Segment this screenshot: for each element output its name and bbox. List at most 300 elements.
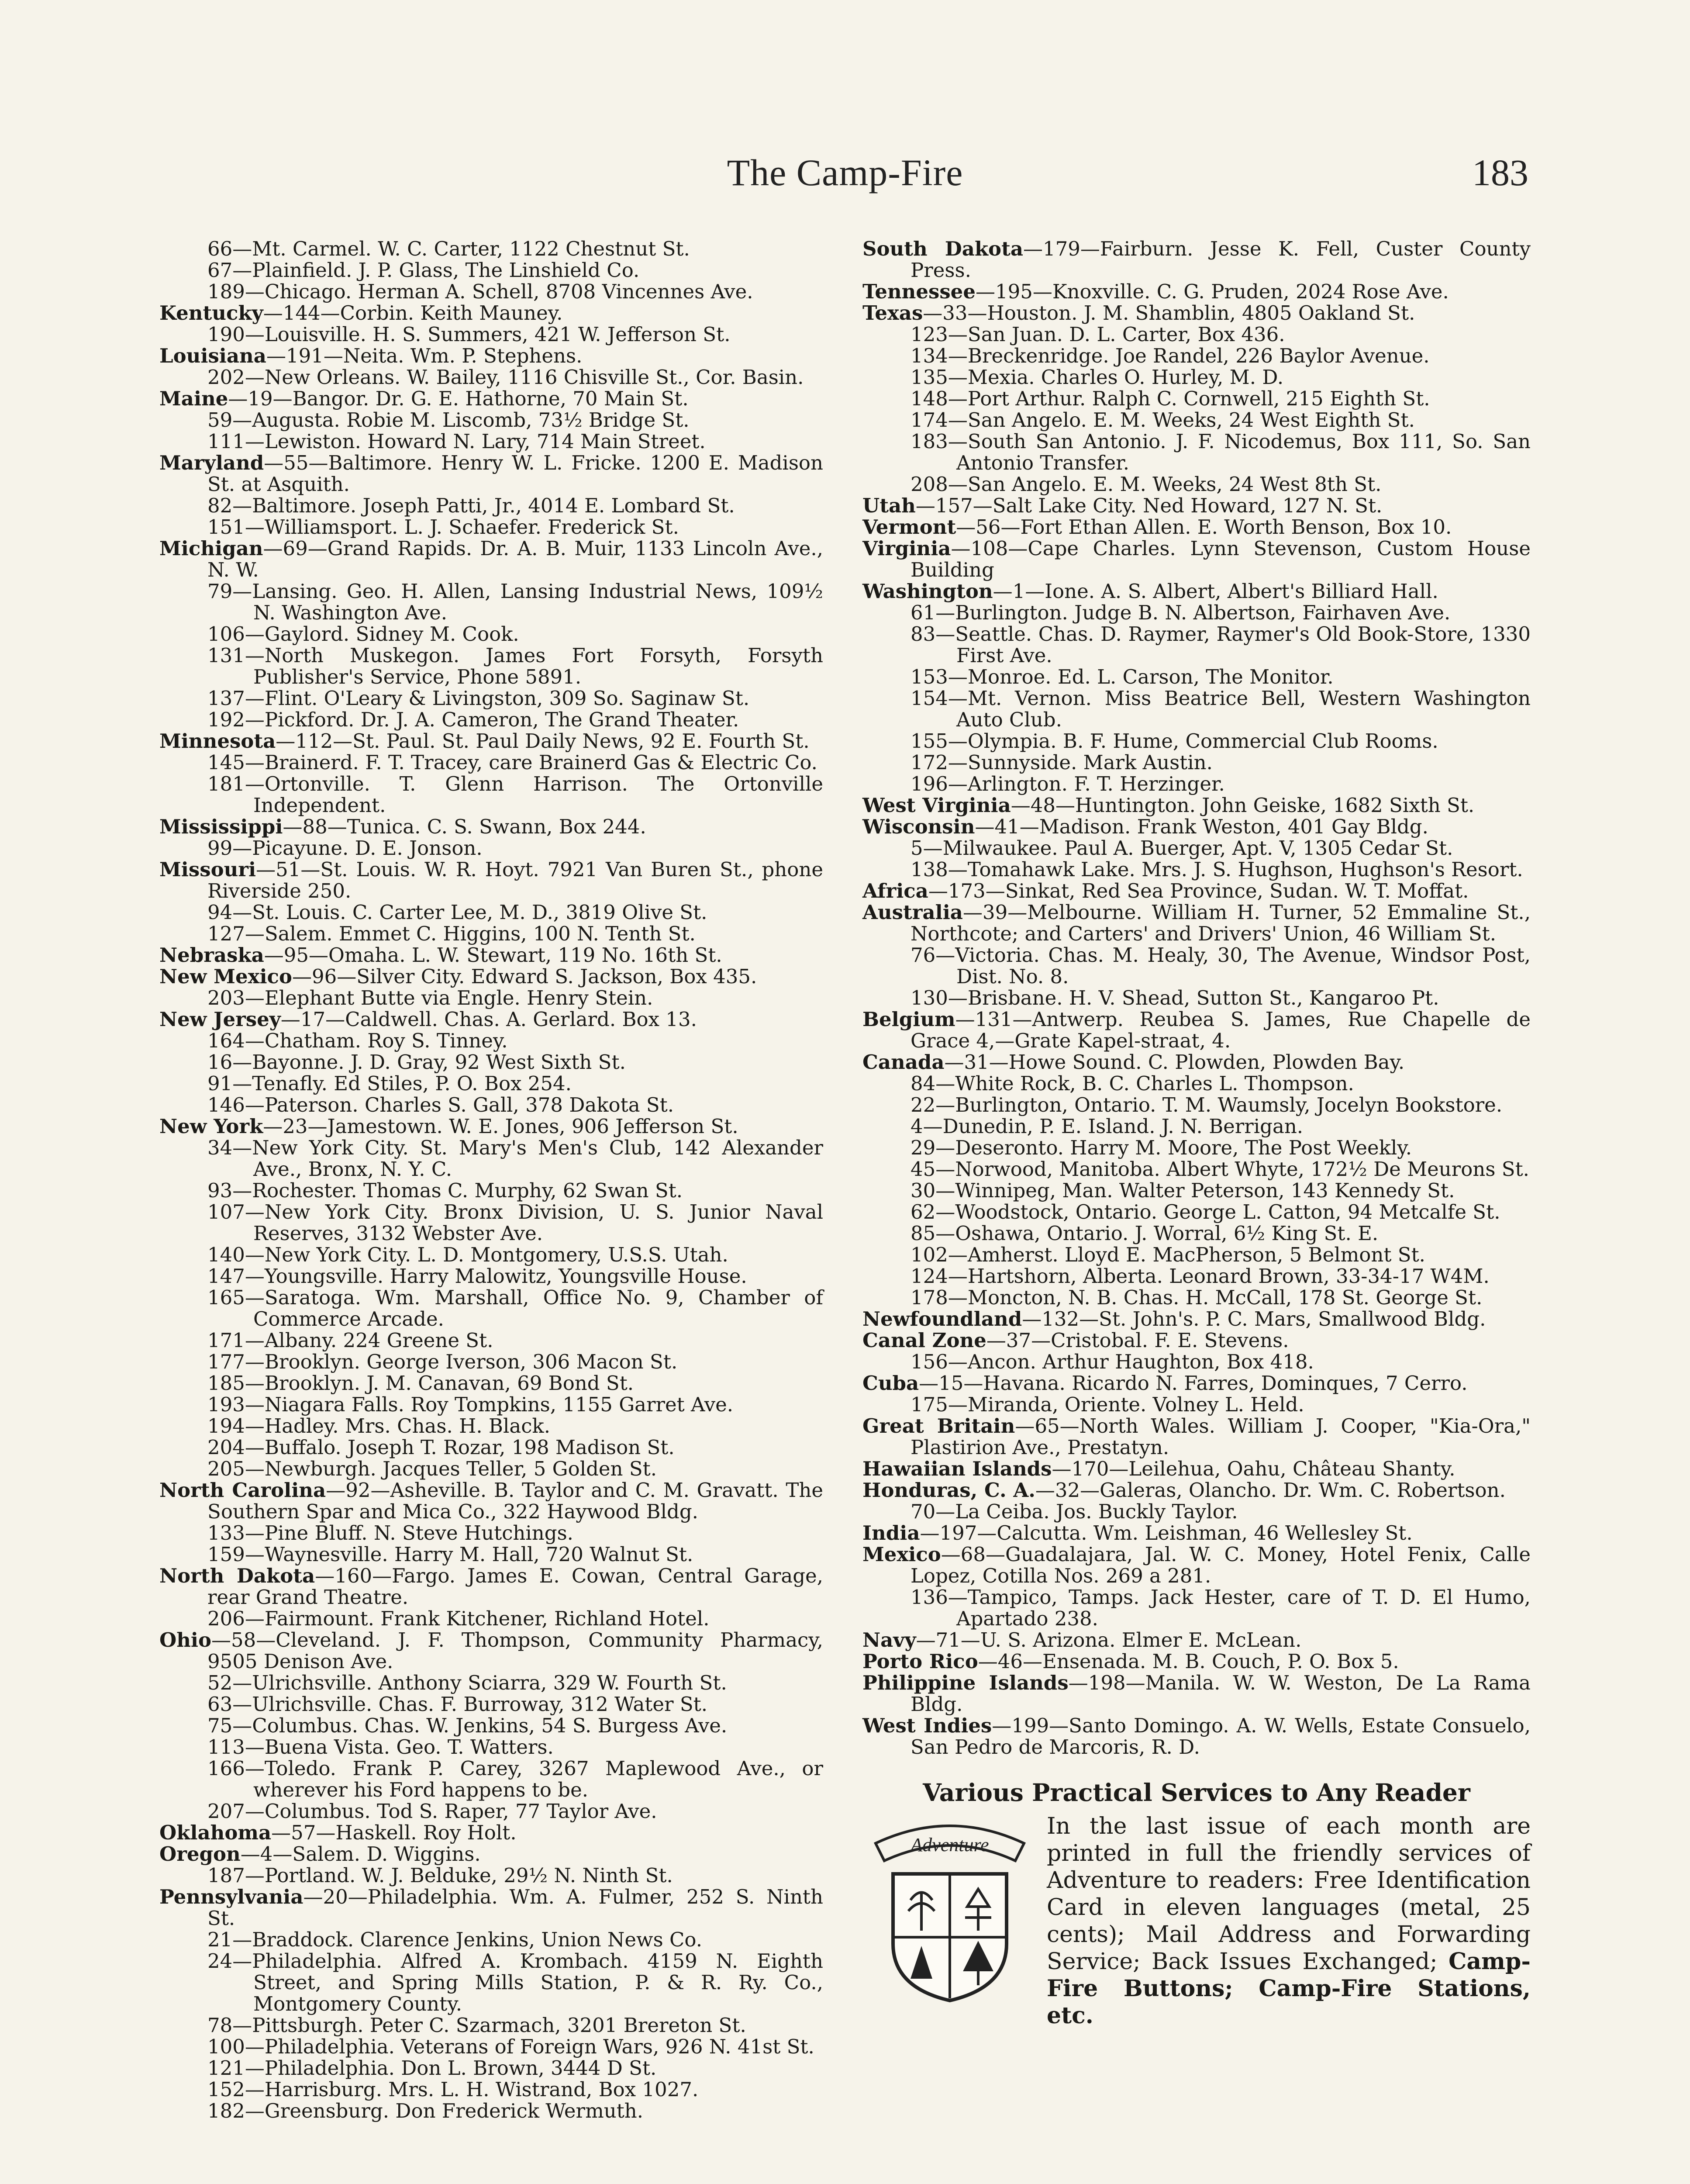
state-name: Mississippi (159, 815, 283, 838)
entry-text: 21—Braddock. Clarence Jenkins, Union News Co. (207, 1928, 702, 1951)
entry-text: 154—Mt. Vernon. Miss Beatrice Bell, Western Washington Auto Club. (911, 687, 1531, 731)
entry-text: 151—Williamsport. L. J. Schaefer. Frederick St. (207, 515, 679, 539)
state-entry (862, 1544, 1531, 1586)
entry-text: 194—Hadley. Mrs. Chas. H. Black. (207, 1414, 550, 1438)
entry-text: 79—Lansing. Geo. H. Allen, Lansing Industrial News, 109½ N. Washington Ave. (207, 580, 823, 624)
state-name: Porto Rico (862, 1650, 978, 1673)
entry-text: 146—Paterson. Charles S. Gall, 378 Dakota St. (207, 1093, 674, 1116)
state-name: New York (159, 1115, 263, 1138)
entry-text: 207—Columbus. Tod S. Raper, 77 Taylor Ave. (207, 1800, 657, 1823)
entry-text: 91—Tenafly. Ed Stiles, P. O. Box 254. (207, 1072, 572, 1095)
station-entry (159, 1544, 823, 1565)
state-name: Navy (862, 1628, 916, 1652)
entry-text: 206—Fairmount. Frank Kitchener, Richland Hotel. (207, 1607, 710, 1630)
entry-text: 82—Baltimore. Joseph Patti, Jr., 4014 E. Lombard St. (207, 494, 735, 517)
entry-text: —33—Houston. J. M. Shamblin, 4805 Oakland St. (923, 301, 1415, 325)
station-entry (862, 1501, 1531, 1522)
state-name: Canal Zone (862, 1329, 986, 1352)
entry-text: 138—Tomahawk Lake. Mrs. J. S. Hughson, Hughson's Resort. (911, 858, 1523, 881)
station-entry (159, 324, 823, 345)
station-entry (159, 495, 823, 516)
state-name: Mexico (862, 1543, 941, 1566)
state-name: Washington (862, 580, 993, 603)
entry-text: 62—Woodstock, Ontario. George L. Catton, 94 Metcalfe St. (911, 1200, 1500, 1223)
station-entry (159, 987, 823, 1009)
station-entry (862, 773, 1531, 795)
entry-text: —96—Silver City. Edward S. Jackson, Box 435. (292, 965, 757, 988)
entry-text: 205—Newburgh. Jacques Teller, 5 Golden St. (207, 1457, 657, 1480)
state-entry (862, 1051, 1531, 1073)
state-name: Nebraska (159, 943, 264, 967)
entry-text: —58—Cleveland. J. F. Thompson, Community Pharmacy, 9505 Denison Ave. (207, 1628, 823, 1673)
station-entry (159, 1693, 823, 1715)
state-name: North Dakota (159, 1564, 315, 1587)
state-name: Africa (862, 879, 928, 902)
state-entry (862, 1458, 1531, 1479)
state-name: Louisiana (159, 344, 266, 367)
entry-text: —179—Fairburn. Jesse K. Fell, Custer County Press. (911, 237, 1531, 282)
state-entry (862, 1629, 1531, 1651)
station-entry (159, 1458, 823, 1479)
entry-text: 106—Gaylord. Sidney M. Cook. (207, 622, 519, 646)
station-entry (159, 238, 823, 259)
station-entry (159, 1608, 823, 1629)
state-entry (862, 1522, 1531, 1544)
station-entry (159, 645, 823, 688)
state-entry (862, 1415, 1531, 1458)
station-entry (159, 281, 823, 302)
entry-text: 85—Oshawa, Ontario. J. Worral, 6½ King St. E. (911, 1222, 1379, 1245)
station-entry (159, 431, 823, 452)
entry-text: 145—Brainerd. F. T. Tracey, care Brainerd Gas & Electric Co. (207, 751, 817, 774)
state-name: Belgium (862, 1008, 955, 1031)
entry-text: —41—Madison. Frank Weston, 401 Gay Bldg. (975, 815, 1428, 838)
station-entry (159, 688, 823, 709)
entry-text: 137—Flint. O'Leary & Livingston, 309 So. Saginaw St. (207, 687, 750, 710)
state-entry (159, 1565, 823, 1608)
entry-text: —65—North Wales. William J. Cooper, "Kia-Ora," Plastirion Ave., Prestatyn. (911, 1414, 1531, 1459)
state-name: Missouri (159, 858, 256, 881)
entry-text: —191—Neita. Wm. P. Stephens. (266, 344, 583, 367)
emblem-label: Adventure (911, 1834, 989, 1856)
station-entry (862, 324, 1531, 345)
entry-text: —17—Caldwell. Chas. A. Gerlard. Box 13. (280, 1008, 697, 1031)
station-entry (862, 1158, 1531, 1180)
entry-text: —132—St. John's. P. C. Mars, Smallwood Bldg. (1022, 1307, 1486, 1330)
entry-text: 5—Milwaukee. Paul A. Buerger, Apt. V, 1305 Cedar St. (911, 836, 1453, 860)
entry-text: 124—Hartshorn, Alberta. Leonard Brown, 33-34-17 W4M. (911, 1265, 1490, 1288)
entry-text: —198—Manila. W. W. Weston, De La Rama Bldg. (911, 1671, 1531, 1716)
state-name: Virginia (862, 537, 951, 560)
station-entry (159, 1051, 823, 1073)
state-entry (862, 880, 1531, 902)
services-tail: Camp-Fire Buttons; Camp-Fire Stations, etc. (1047, 1948, 1531, 2029)
state-name: Wisconsin (862, 815, 975, 838)
station-entry (862, 730, 1531, 752)
entry-text: 107—New York City. Bronx Division, U. S. Junior Naval Reserves, 3132 Webster Ave. (207, 1200, 823, 1245)
entry-text: —23—Jamestown. W. E. Jones, 906 Jefferson St. (263, 1115, 738, 1138)
entry-text: 183—South San Antonio. J. F. Nicodemus, Box 111, So. San Antonio Transfer. (911, 430, 1531, 474)
entry-text: 164—Chatham. Roy S. Tinney. (207, 1029, 508, 1052)
state-name: New Jersey (159, 1008, 281, 1031)
station-entry (862, 388, 1531, 409)
entry-text: 177—Brooklyn. George Iverson, 306 Macon St. (207, 1350, 678, 1373)
entry-text: —173—Sinkat, Red Sea Province, Sudan. W. T. Moffat. (928, 879, 1469, 902)
state-entry (159, 859, 823, 902)
entry-text: 182—Greensburg. Don Frederick Wermuth. (207, 2099, 644, 2122)
station-entry (862, 666, 1531, 688)
entry-text: 152—Harrisburg. Mrs. L. H. Wistrand, Box 1027. (207, 2078, 699, 2101)
station-entry (159, 1758, 823, 1800)
station-entry (159, 259, 823, 281)
state-entry (862, 1479, 1531, 1501)
station-entry (159, 1394, 823, 1415)
entry-text: 102—Amherst. Lloyd E. MacPherson, 5 Belmont St. (911, 1243, 1425, 1266)
state-name: Australia (862, 901, 963, 924)
station-entry (862, 1223, 1531, 1244)
station-entry (159, 1672, 823, 1693)
entry-text: 178—Moncton, N. B. Chas. H. McCall, 178 St. George St. (911, 1286, 1483, 1309)
state-entry (159, 1479, 823, 1522)
state-name: Maine (159, 387, 228, 410)
entry-text: 190—Louisville. H. S. Summers, 421 W. Jefferson St. (207, 323, 731, 346)
station-entry (159, 409, 823, 431)
entry-text: 16—Bayonne. J. D. Gray, 92 West Sixth St. (207, 1051, 626, 1074)
entry-text: —31—Howe Sound. C. Plowden, Plowden Bay. (944, 1051, 1405, 1074)
station-entry (862, 1180, 1531, 1201)
station-entry (862, 752, 1531, 773)
station-entry (159, 1950, 823, 2015)
station-entry (159, 1522, 823, 1544)
state-entry (159, 1629, 823, 1672)
entry-text: —37—Cristobal. F. E. Stevens. (986, 1329, 1289, 1352)
state-name: Oregon (159, 1842, 241, 1866)
station-entry (862, 409, 1531, 431)
state-name: Ohio (159, 1628, 212, 1652)
entry-text: 172—Sunnyside. Mark Austin. (911, 751, 1213, 774)
station-entry (862, 1287, 1531, 1308)
entry-text: 100—Philadelphia. Veterans of Foreign Wars, 926 N. 41st St. (207, 2035, 814, 2058)
state-entry (862, 795, 1531, 816)
state-entry (862, 816, 1531, 837)
station-entry (862, 1073, 1531, 1094)
entry-text: 148—Port Arthur. Ralph C. Cornwell, 215 Eighth St. (911, 387, 1430, 410)
entry-text: —197—Calcutta. Wm. Leishman, 46 Wellesley St. (920, 1521, 1413, 1545)
station-entry (862, 987, 1531, 1009)
entry-text: 130—Brisbane. H. V. Shead, Sutton St., Kangaroo Pt. (911, 986, 1439, 1009)
station-entry (159, 1244, 823, 1265)
station-entry (159, 2100, 823, 2122)
station-entry (862, 837, 1531, 859)
entry-text: 147—Youngsville. Harry Malowitz, Youngsville House. (207, 1265, 747, 1288)
state-entry (159, 302, 823, 324)
entry-text: 113—Buena Vista. Geo. T. Watters. (207, 1735, 554, 1759)
state-entry (159, 1116, 823, 1137)
state-entry (862, 902, 1531, 944)
station-entry (159, 516, 823, 538)
entry-text: —57—Haskell. Roy Holt. (271, 1821, 517, 1844)
entry-text: 22—Burlington, Ontario. T. M. Waumsly, Jocelyn Bookstore. (911, 1093, 1503, 1116)
station-entry (159, 2036, 823, 2057)
state-entry (159, 1009, 823, 1030)
entry-text: 63—Ulrichsville. Chas. F. Burroway, 312 Water St. (207, 1693, 708, 1716)
station-entry (159, 1415, 823, 1437)
state-entry (862, 1009, 1531, 1051)
entry-text: 61—Burlington. Judge B. N. Albertson, Fairhaven Ave. (911, 601, 1451, 624)
state-entry (862, 238, 1531, 281)
state-entry (862, 516, 1531, 538)
state-entry (862, 1715, 1531, 1758)
station-entry (159, 1137, 823, 1180)
entry-text: —46—Ensenada. M. B. Couch, P. O. Box 5. (978, 1650, 1399, 1673)
station-entry (862, 1265, 1531, 1287)
state-entry (159, 816, 823, 837)
entry-text: 166—Toledo. Frank P. Carey, 3267 Maplewood Ave., or wherever his Ford happens to be. (207, 1757, 823, 1801)
entry-text: 135—Mexia. Charles O. Hurley, M. D. (911, 366, 1284, 389)
state-name: Tennessee (862, 280, 976, 303)
state-name: Michigan (159, 537, 263, 560)
entry-text: 185—Brooklyn. J. M. Canavan, 69 Bond St. (207, 1372, 634, 1395)
entry-text: 187—Portland. W. J. Belduke, 29½ N. Ninth St. (207, 1864, 673, 1887)
entry-text: —157—Salt Lake City. Ned Howard, 127 N. St. (915, 494, 1383, 517)
entry-text: —69—Grand Rapids. Dr. A. B. Muir, 1133 Lincoln Ave., N. W. (207, 537, 823, 581)
station-entry (159, 1201, 823, 1244)
station-entry (862, 366, 1531, 388)
state-entry (862, 1672, 1531, 1715)
entry-text: —160—Fargo. James E. Cowan, Central Garage, rear Grand Theatre. (207, 1564, 823, 1609)
entry-text: 66—Mt. Carmel. W. C. Carter, 1122 Chestnut St. (207, 237, 690, 260)
station-entry (159, 1330, 823, 1351)
state-name: Utah (862, 494, 916, 517)
station-entry (159, 709, 823, 730)
entry-text: 131—North Muskegon. James Fort Forsyth, Forsyth Publisher's Service, Phone 5891. (207, 644, 823, 688)
running-title: The Camp-Fire (727, 152, 963, 194)
state-entry (159, 966, 823, 987)
entry-text: 156—Ancon. Arthur Haughton, Box 418. (911, 1350, 1314, 1373)
state-name: Oklahoma (159, 1821, 272, 1844)
state-entry (862, 495, 1531, 516)
entry-text: 93—Rochester. Thomas C. Murphy, 62 Swan St. (207, 1179, 683, 1202)
entry-text: —56—Fort Ethan Allen. E. Worth Benson, Box 10. (956, 515, 1452, 539)
entry-text: 59—Augusta. Robie M. Liscomb, 73½ Bridge St. (207, 408, 690, 432)
entry-text: —55—Baltimore. Henry W. L. Fricke. 1200 E. Madison St. at Asquith. (207, 451, 823, 496)
state-name: India (862, 1521, 920, 1545)
state-entry (862, 1330, 1531, 1351)
station-entry (159, 1073, 823, 1094)
entry-text: —1—Ione. A. S. Albert, Albert's Billiard Hall. (993, 580, 1438, 603)
entry-text: —51—St. Louis. W. R. Hoyt. 7921 Van Buren St., phone Riverside 250. (207, 858, 823, 902)
station-entry (159, 1094, 823, 1116)
state-name: Great Britain (862, 1414, 1015, 1438)
station-entry (862, 1351, 1531, 1372)
station-entry (862, 1094, 1531, 1116)
state-name: Honduras, C. A. (862, 1479, 1035, 1502)
entry-text: 94—St. Louis. C. Carter Lee, M. D., 3819 Olive St. (207, 901, 707, 924)
entry-text: —95—Omaha. L. W. Stewart, 119 No. 16th St. (264, 943, 722, 967)
entry-text: —131—Antwerp. Reubea S. James, Rue Chapelle de Grace 4,—Grate Kapel-straat, 4. (911, 1008, 1531, 1052)
adventure-emblem-icon (862, 1813, 1037, 2005)
entry-text: 171—Albany. 224 Greene St. (207, 1329, 493, 1352)
entry-text: 140—New York City. L. D. Montgomery, U.S.S. Utah. (207, 1243, 728, 1266)
entry-text: 111—Lewiston. Howard N. Lary, 714 Main Street. (207, 430, 706, 453)
entry-text: —108—Cape Charles. Lynn Stevenson, Custom House Building (911, 537, 1531, 581)
entry-text: —19—Bangor. Dr. G. E. Hathorne, 70 Main St. (228, 387, 689, 410)
entry-text: 76—Victoria. Chas. M. Healy, 30, The Avenue, Windsor Post, Dist. No. 8. (911, 943, 1531, 988)
entry-text: 196—Arlington. F. T. Herzinger. (911, 772, 1225, 795)
state-entry (159, 452, 823, 495)
entry-text: 203—Elephant Butte via Engle. Henry Stein. (207, 986, 653, 1009)
station-entry (862, 1137, 1531, 1158)
station-entry (159, 837, 823, 859)
state-name: Kentucky (159, 301, 263, 325)
entry-text: 134—Breckenridge. Joe Randel, 226 Baylor Avenue. (911, 344, 1430, 367)
entry-text: —92—Asheville. B. Taylor and C. M. Gravatt. The Southern Spar and Mica Co., 322 Haywood Bldg. (207, 1479, 823, 1523)
station-entry (159, 1265, 823, 1287)
station-entry (159, 1929, 823, 1950)
page-number: 183 (1472, 152, 1528, 194)
entry-text: 24—Philadelphia. Alfred A. Krombach. 4159 N. Eighth Street, and Spring Mills Station, P. & R. Ry. Co., Montgomery County. (207, 1949, 823, 2015)
right-column-entries (862, 238, 1531, 1758)
entry-text: 174—San Angelo. E. M. Weeks, 24 West Eighth St. (911, 408, 1415, 432)
entry-text: —39—Melbourne. William H. Turner, 52 Emmaline St., Northcote; and Carters' and Drivers' Union, 46 William St. (911, 901, 1531, 945)
station-entry (159, 1800, 823, 1822)
entry-text: 52—Ulrichsville. Anthony Sciarra, 329 W. Fourth St. (207, 1671, 727, 1694)
state-entry (862, 1651, 1531, 1672)
entry-text: 192—Pickford. Dr. J. A. Cameron, The Grand Theater. (207, 708, 739, 731)
entry-text: —48—Huntington. John Geiske, 1682 Sixth St. (1011, 794, 1475, 817)
station-entry (159, 1437, 823, 1458)
station-entry (862, 431, 1531, 473)
entry-text: —88—Tunica. C. S. Swann, Box 244. (283, 815, 646, 838)
station-entry (862, 688, 1531, 730)
entry-text: —199—Santo Domingo. A. W. Wells, Estate Consuelo, San Pedro de Marcoris, R. D. (911, 1714, 1531, 1759)
station-entry (862, 944, 1531, 987)
entry-text: 136—Tampico, Tamps. Jack Hester, care of T. D. El Humo, Apartado 238. (911, 1586, 1531, 1630)
entry-text: 78—Pittsburgh. Peter C. Szarmach, 3201 Brereton St. (207, 2014, 746, 2037)
entry-text: 84—White Rock, B. C. Charles L. Thompson. (911, 1072, 1354, 1095)
station-entry (159, 2079, 823, 2100)
station-entry (159, 1865, 823, 1886)
station-entry (862, 859, 1531, 880)
page-header (0, 151, 1690, 203)
station-entry (159, 2057, 823, 2079)
state-entry (862, 581, 1531, 602)
entry-text: 155—Olympia. B. F. Hume, Commercial Club Rooms. (911, 729, 1438, 753)
state-name: Maryland (159, 451, 264, 474)
entry-text: 153—Monroe. Ed. L. Carson, The Monitor. (911, 665, 1334, 688)
state-entry (862, 1372, 1531, 1394)
entry-text: —195—Knoxville. C. G. Pruden, 2024 Rose Ave. (975, 280, 1449, 303)
station-entry (862, 1394, 1531, 1415)
entry-text: 159—Waynesville. Harry M. Hall, 720 Walnut St. (207, 1543, 693, 1566)
state-name: Philippine Islands (862, 1671, 1069, 1694)
services-heading: Various Practical Services to Any Reader (923, 1778, 1470, 1807)
station-entry (159, 923, 823, 944)
state-entry (862, 538, 1531, 581)
station-entry (159, 2015, 823, 2036)
state-entry (862, 302, 1531, 324)
entry-text: —68—Guadalajara, Jal. W. C. Money, Hotel Fenix, Calle Lopez, Cotilla Nos. 269 a 281. (911, 1543, 1531, 1587)
state-entry (159, 730, 823, 752)
entry-text: 45—Norwood, Manitoba. Albert Whyte, 172½ De Meurons St. (911, 1158, 1529, 1181)
entry-text: —32—Galeras, Olancho. Dr. Wm. C. Robertson. (1035, 1479, 1506, 1502)
station-entry (159, 581, 823, 623)
entry-text: 133—Pine Bluff. N. Steve Hutchings. (207, 1521, 573, 1545)
station-entry (862, 1116, 1531, 1137)
state-entry (159, 1822, 823, 1843)
station-entry (862, 1201, 1531, 1223)
left-column (159, 238, 823, 2122)
state-name: Canada (862, 1051, 945, 1074)
state-name: Texas (862, 301, 923, 325)
entry-text: —112—St. Paul. St. Paul Daily News, 92 E. Fourth St. (276, 729, 810, 753)
state-name: Cuba (862, 1372, 919, 1395)
station-entry (159, 773, 823, 816)
state-entry (159, 944, 823, 966)
entry-text: —170—Leilehua, Oahu, Château Shanty. (1052, 1457, 1455, 1480)
state-entry (159, 1886, 823, 1929)
entry-text: —15—Havana. Ricardo N. Farres, Dominques, 7 Cerro. (919, 1372, 1468, 1395)
entry-text: 70—La Ceiba. Jos. Buckly Taylor. (911, 1500, 1238, 1523)
entry-text: 165—Saratoga. Wm. Marshall, Office No. 9, Chamber of Commerce Arcade. (207, 1286, 823, 1330)
state-name: West Virginia (862, 794, 1011, 817)
entry-text: 34—New York City. St. Mary's Men's Club, 142 Alexander Ave., Bronx, N. Y. C. (207, 1136, 823, 1181)
state-entry (159, 345, 823, 366)
entry-text: 202—New Orleans. W. Bailey, 1116 Chisville St., Cor. Basin. (207, 366, 804, 389)
station-entry (159, 1030, 823, 1051)
entry-text: 99—Picayune. D. E. Jonson. (207, 836, 483, 860)
station-entry (862, 345, 1531, 366)
station-entry (159, 623, 823, 645)
station-entry (862, 623, 1531, 666)
state-name: North Carolina (159, 1479, 326, 1502)
station-entry (159, 1287, 823, 1330)
state-name: Minnesota (159, 729, 276, 753)
entry-text: 29—Deseronto. Harry M. Moore, The Post Weekly. (911, 1136, 1412, 1159)
entry-text: —4—Salem. D. Wiggins. (240, 1842, 481, 1866)
entry-text: —20—Philadelphia. Wm. A. Fulmer, 252 S. Ninth St. (207, 1885, 823, 1930)
state-entry (159, 1843, 823, 1865)
entry-text: —144—Corbin. Keith Mauney. (263, 301, 563, 325)
station-entry (159, 1372, 823, 1394)
station-entry (159, 1715, 823, 1736)
entry-text: 175—Miranda, Oriente. Volney L. Held. (911, 1393, 1304, 1416)
entry-text: 127—Salem. Emmet C. Higgins, 100 N. Tenth St. (207, 922, 696, 945)
entry-text: 30—Winnipeg, Man. Walter Peterson, 143 Kennedy St. (911, 1179, 1455, 1202)
entry-text: 75—Columbus. Chas. W. Jenkins, 54 S. Burgess Ave. (207, 1714, 728, 1737)
state-entry (159, 538, 823, 581)
station-entry (159, 1736, 823, 1758)
entry-text: 4—Dunedin, P. E. Island. J. N. Berrigan. (911, 1115, 1304, 1138)
entry-text: 204—Buffalo. Joseph T. Rozar, 198 Madison St. (207, 1436, 675, 1459)
state-name: Pennsylvania (159, 1885, 304, 1908)
station-entry (159, 366, 823, 388)
station-entry (159, 1351, 823, 1372)
station-entry (159, 902, 823, 923)
station-entry (862, 473, 1531, 495)
entry-text: —71—U. S. Arizona. Elmer E. McLean. (916, 1628, 1302, 1652)
right-column (862, 238, 1531, 2029)
state-name: Newfoundland (862, 1307, 1022, 1330)
entry-text: 189—Chicago. Herman A. Schell, 8708 Vincennes Ave. (207, 280, 753, 303)
services-box (862, 1813, 1531, 2029)
entry-text: 123—San Juan. D. L. Carter, Box 436. (911, 323, 1285, 346)
state-name: New Mexico (159, 965, 292, 988)
state-entry (862, 1308, 1531, 1330)
services-body: In the last issue of each month are printed in full the friendly services of Adventure to readers: Free Identification Card in eleven languages (metal, 25 cents); Mail Address and Forwarding Service; Back Issues Exchanged; (1047, 1813, 1531, 1975)
entry-text: 193—Niagara Falls. Roy Tompkins, 1155 Garret Ave. (207, 1393, 734, 1416)
entry-text: 121—Philadelphia. Don L. Brown, 3444 D St. (207, 2056, 657, 2080)
